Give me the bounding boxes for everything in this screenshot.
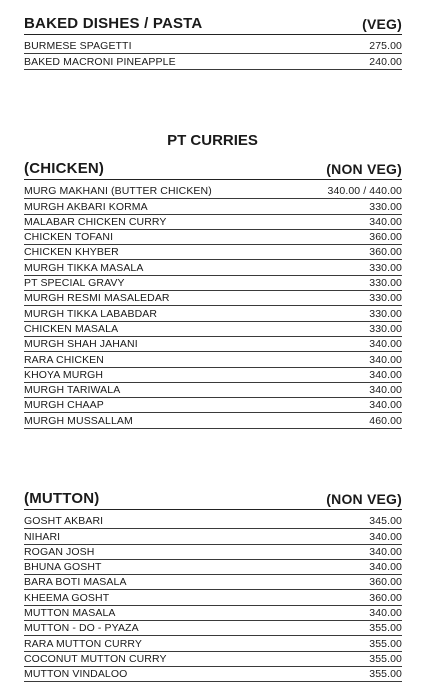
menu-item-price: 340.00 — [369, 338, 402, 351]
menu-item-row — [24, 545, 402, 560]
menu-item-name: RARA CHICKEN — [24, 353, 104, 366]
menu-item-row — [24, 215, 402, 230]
menu-item-row — [24, 276, 402, 291]
menu-item-price: 360.00 — [369, 246, 402, 259]
menu-item-price: 240.00 — [369, 55, 402, 68]
menu-item-row — [24, 413, 402, 428]
menu-item-name: MURGH TIKKA MASALA — [24, 261, 144, 274]
menu-item-price: 330.00 — [369, 200, 402, 213]
mutton-header — [24, 485, 402, 510]
menu-item-row — [24, 352, 402, 367]
mutton-list — [24, 514, 402, 682]
menu-item-name: CHICKEN MASALA — [24, 322, 119, 335]
menu-item-name: MURGH TARIWALA — [24, 384, 121, 397]
menu-item-row — [24, 230, 402, 245]
menu-item-row — [24, 514, 402, 529]
menu-item-row — [24, 368, 402, 383]
menu-item-price: 340.00 — [369, 530, 402, 543]
menu-item-price: 330.00 — [369, 277, 402, 290]
menu-item-name: CHICKEN TOFANI — [24, 231, 114, 244]
menu-item-name: RARA MUTTON CURRY — [24, 637, 142, 650]
menu-item-name: ROGAN JOSH — [24, 545, 95, 558]
menu-item-price: 360.00 — [369, 591, 402, 604]
menu-item-name: MURG MAKHANI (BUTTER CHICKEN) — [24, 185, 212, 198]
menu-item-price: 340.00 / 440.00 — [327, 185, 402, 198]
menu-item-row — [24, 667, 402, 682]
menu-item-price: 330.00 — [369, 307, 402, 320]
chicken-list — [24, 184, 402, 429]
menu-item-price: 360.00 — [369, 576, 402, 589]
menu-item-name: MUTTON MASALA — [24, 607, 116, 620]
menu-item-row — [24, 636, 402, 651]
menu-item-price: 330.00 — [369, 322, 402, 335]
menu-item-row — [24, 199, 402, 214]
baked-veg-tag: (VEG) — [362, 16, 402, 32]
menu-item-name: BAKED MACRONI PINEAPPLE — [24, 55, 176, 68]
menu-item-price: 275.00 — [369, 40, 402, 53]
menu-item-row — [24, 621, 402, 636]
mutton-title: (MUTTON) — [24, 490, 100, 507]
chicken-section — [24, 155, 402, 429]
menu-item-name: MALABAR CHICKEN CURRY — [24, 215, 167, 228]
menu-item-row — [24, 291, 402, 306]
menu-item-name: KHOYA MURGH — [24, 368, 104, 381]
menu-item-row — [24, 184, 402, 199]
menu-item-price: 340.00 — [369, 561, 402, 574]
menu-item-row — [24, 575, 402, 590]
menu-item-row — [24, 322, 402, 337]
menu-item-row — [24, 560, 402, 575]
chicken-nonveg-tag: (NON VEG) — [326, 161, 402, 177]
menu-item-name: CHICKEN KHYBER — [24, 246, 119, 259]
menu-item-price: 340.00 — [369, 399, 402, 412]
baked-list — [24, 39, 402, 70]
curries-title: PT CURRIES — [167, 132, 258, 149]
menu-item-row — [24, 245, 402, 260]
menu-item-name: NIHARI — [24, 530, 61, 543]
menu-item-row — [24, 39, 402, 54]
baked-title: BAKED DISHES / PASTA — [24, 15, 203, 32]
menu-item-price: 355.00 — [369, 652, 402, 665]
menu-item-price: 340.00 — [369, 353, 402, 366]
menu-item-price: 360.00 — [369, 231, 402, 244]
menu-item-name: COCONUT MUTTON CURRY — [24, 652, 167, 665]
menu-item-name: BURMESE SPAGETTI — [24, 40, 132, 53]
menu-item-row — [24, 398, 402, 413]
menu-item-price: 330.00 — [369, 261, 402, 274]
menu-item-name: BHUNA GOSHT — [24, 561, 102, 574]
menu-item-row — [24, 383, 402, 398]
menu-item-price: 460.00 — [369, 414, 402, 427]
menu-item-price: 340.00 — [369, 368, 402, 381]
menu-item-row — [24, 260, 402, 275]
menu-item-name: PT SPECIAL GRAVY — [24, 277, 125, 290]
chicken-title: (CHICKEN) — [24, 160, 105, 177]
menu-item-name: MURGH MUSSALLAM — [24, 414, 133, 427]
menu-item-row — [24, 529, 402, 544]
menu-item-price: 340.00 — [369, 215, 402, 228]
menu-item-name: BARA BOTI MASALA — [24, 576, 127, 589]
menu-item-price: 340.00 — [369, 607, 402, 620]
menu-item-price: 355.00 — [369, 637, 402, 650]
menu-item-row — [24, 590, 402, 605]
menu-item-price: 330.00 — [369, 292, 402, 305]
menu-item-price: 340.00 — [369, 545, 402, 558]
baked-section — [24, 10, 402, 70]
menu-item-name: MUTTON VINDALOO — [24, 668, 128, 681]
menu-item-row — [24, 337, 402, 352]
mutton-nonveg-tag: (NON VEG) — [326, 491, 402, 507]
menu-item-price: 340.00 — [369, 384, 402, 397]
menu-item-name: KHEEMA GOSHT — [24, 591, 110, 604]
menu-item-name: GOSHT AKBARI — [24, 515, 104, 528]
menu-item-price: 355.00 — [369, 622, 402, 635]
menu-item-row — [24, 306, 402, 321]
chicken-header — [24, 155, 402, 180]
menu-item-name: MURGH TIKKA LABABDAR — [24, 307, 158, 320]
menu-item-row — [24, 652, 402, 667]
menu-item-name: MURGH RESMI MASALEDAR — [24, 292, 170, 305]
mutton-section — [24, 485, 402, 682]
menu-item-price: 345.00 — [369, 515, 402, 528]
menu-item-name: MURGH CHAAP — [24, 399, 104, 412]
menu-item-row — [24, 606, 402, 621]
menu-item-name: MURGH SHAH JAHANI — [24, 338, 138, 351]
menu-item-name: MUTTON - DO - PYAZA — [24, 622, 139, 635]
menu-item-name: MURGH AKBARI KORMA — [24, 200, 148, 213]
menu-item-row — [24, 54, 402, 69]
baked-header — [24, 10, 402, 35]
menu-item-price: 355.00 — [369, 668, 402, 681]
